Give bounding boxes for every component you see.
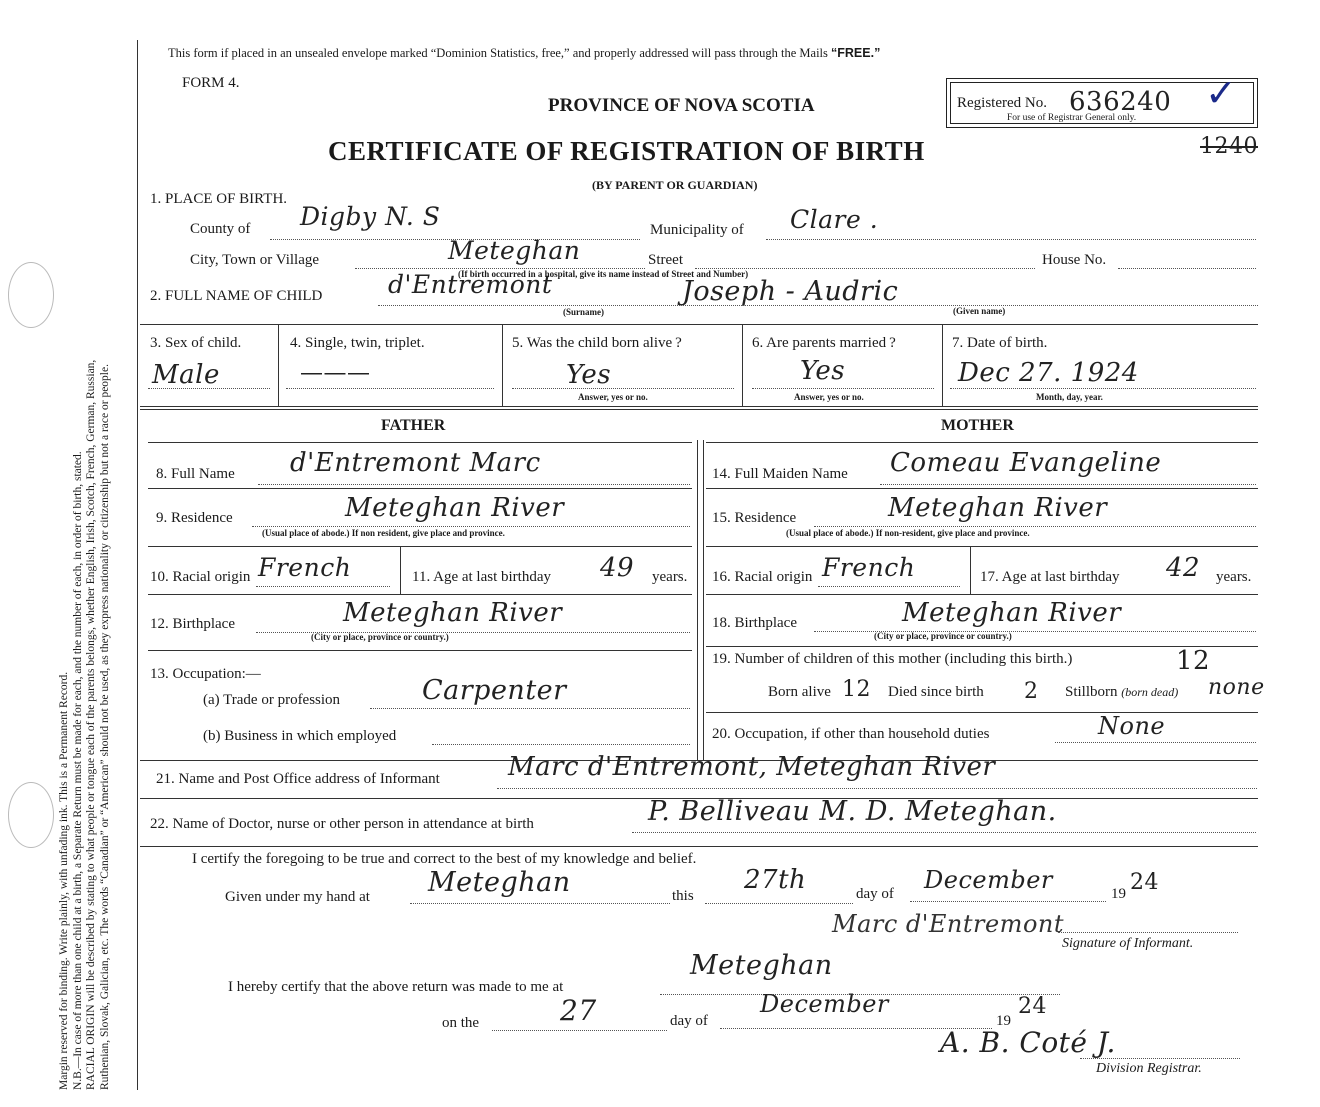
died-value: 2 bbox=[1024, 679, 1039, 704]
house-label: House No. bbox=[1042, 252, 1107, 268]
page-title: CERTIFICATE OF REGISTRATION OF BIRTH bbox=[328, 136, 925, 166]
corner-number: 1240 bbox=[1200, 134, 1258, 159]
stillborn-label-text: Stillborn bbox=[1065, 684, 1118, 700]
father-residence-value: Meteghan River bbox=[345, 493, 565, 523]
mother-residence-value: Meteghan River bbox=[888, 493, 1108, 523]
registered-box bbox=[946, 71, 1258, 128]
col-div-4 bbox=[942, 324, 943, 406]
stillborn-value: none bbox=[1208, 675, 1265, 700]
alive-caption: Answer, yes or no. bbox=[578, 392, 648, 402]
dob-value: Dec 27. 1924 bbox=[958, 358, 1139, 388]
mother-racial-value: French bbox=[822, 553, 916, 582]
registrar-year: 24 bbox=[1018, 994, 1047, 1019]
doctor-label: 22. Name of Doctor, nurse or other person in attendance at birth bbox=[150, 816, 534, 832]
mother-rule-5 bbox=[706, 712, 1258, 713]
informant-signature: Marc d'Entremont bbox=[832, 910, 1064, 938]
margin-note-3: RACIAL ORIGIN will be described by stating to what people or tongue each of the parents belongs, whether English, Irish, Scotch, French, German, Russian, bbox=[85, 359, 97, 1090]
father-heading: FATHER bbox=[381, 417, 446, 434]
county-label: County of bbox=[190, 221, 251, 237]
municipality-value: Clare . bbox=[790, 205, 879, 234]
sex-label: 3. Sex of child. bbox=[150, 335, 242, 351]
mother-age-label: 17. Age at last birthday bbox=[980, 569, 1120, 585]
sex-line bbox=[148, 388, 270, 389]
dob-label: 7. Date of birth. bbox=[952, 335, 1048, 351]
father-residence-line bbox=[252, 526, 690, 527]
mother-residence-line bbox=[814, 526, 1256, 527]
given-month: December bbox=[924, 866, 1053, 894]
county-value: Digby N. S bbox=[300, 202, 441, 231]
married-label: 6. Are parents married ? bbox=[752, 335, 896, 351]
born-alive-value: 12 bbox=[842, 677, 871, 702]
mother-name-value: Comeau Evangeline bbox=[890, 448, 1162, 478]
mother-name-line bbox=[880, 484, 1256, 485]
mother-age-div bbox=[970, 546, 971, 594]
mother-birthplace-label: 18. Birthplace bbox=[712, 615, 797, 631]
alive-label: 5. Was the child born alive ? bbox=[512, 335, 682, 351]
center-div-b bbox=[703, 440, 704, 760]
informant-line bbox=[497, 788, 1257, 789]
mother-rule-1 bbox=[706, 488, 1258, 489]
father-trade-value: Carpenter bbox=[422, 675, 567, 706]
informant-label: 21. Name and Post Office address of Informant bbox=[156, 771, 440, 787]
registrar-use-note: For use of Registrar General only. bbox=[1007, 113, 1137, 123]
on-the-label: on the bbox=[442, 1015, 480, 1031]
page-subtitle: (BY PARENT OR GUARDIAN) bbox=[592, 178, 758, 192]
mother-birthplace-value: Meteghan River bbox=[902, 598, 1122, 628]
mother-abode-caption: (Usual place of abode.) If non-resident, give place and province. bbox=[786, 528, 1030, 538]
given-day: 27th bbox=[744, 865, 807, 895]
child-given-name: Joseph - Audric bbox=[682, 276, 899, 307]
born-alive-label: Born alive bbox=[768, 684, 831, 700]
municipality-label: Municipality of bbox=[650, 222, 744, 238]
rule-bottom bbox=[140, 846, 1258, 847]
father-business-line bbox=[432, 744, 690, 745]
plurality-value: ——— bbox=[300, 360, 371, 386]
margin-note-2: N.B.—In case of more than one child at a birth, a Separate Return must be made for each, and the number of each, in order of birth, stated. bbox=[71, 451, 84, 1090]
sex-value: Male bbox=[152, 360, 220, 390]
father-name-value: d'Entremont Marc bbox=[290, 448, 541, 478]
plurality-label: 4. Single, twin, triplet. bbox=[290, 335, 425, 351]
form-number: FORM 4. bbox=[182, 75, 240, 91]
father-birthplace-label: 12. Birthplace bbox=[150, 616, 235, 632]
father-abode-caption: (Usual place of abode.) If non resident, give place and province. bbox=[262, 528, 505, 538]
given-place-line bbox=[410, 903, 670, 904]
father-trade-label: (a) Trade or profession bbox=[203, 692, 341, 708]
this-label: this bbox=[672, 888, 694, 904]
given-year: 24 bbox=[1130, 870, 1159, 895]
registrar-signature-line bbox=[1080, 1058, 1240, 1059]
given-label: Given under my hand at bbox=[225, 889, 370, 905]
dob-caption: Month, day, year. bbox=[1036, 392, 1103, 402]
father-age-value: 49 bbox=[600, 553, 635, 583]
married-caption: Answer, yes or no. bbox=[794, 392, 864, 402]
mother-children-label: 19. Number of children of this mother (including this birth.) bbox=[712, 651, 1073, 667]
father-age-label: 11. Age at last birthday bbox=[412, 569, 551, 585]
doctor-value: P. Belliveau M. D. Meteghan. bbox=[648, 796, 1057, 827]
father-trade-line bbox=[370, 708, 690, 709]
father-head-rule bbox=[148, 442, 692, 443]
father-rule-1 bbox=[148, 488, 692, 489]
father-birthplace-value: Meteghan River bbox=[343, 598, 563, 628]
center-div-a bbox=[697, 440, 698, 760]
mother-age-value: 42 bbox=[1166, 553, 1201, 583]
father-age-div bbox=[400, 546, 401, 594]
col-div-2 bbox=[502, 324, 503, 406]
married-value: Yes bbox=[800, 356, 846, 386]
given-month-line bbox=[910, 901, 1106, 902]
mail-note bbox=[168, 46, 880, 61]
child-name-label: 2. FULL NAME OF CHILD bbox=[150, 288, 323, 304]
mother-racial-label: 16. Racial origin bbox=[712, 569, 813, 585]
informant-signature-line bbox=[1058, 932, 1238, 933]
mail-note-free: “FREE.” bbox=[831, 46, 881, 60]
father-rule-4 bbox=[148, 650, 692, 651]
father-place-caption: (City or place, province or country.) bbox=[311, 632, 449, 642]
registrar-signature: A. B. Coté J. bbox=[940, 1026, 1116, 1059]
mail-note-text: This form if placed in an unsealed envelope marked “Dominion Statistics, free,” and properly addressed will pass through the Mails bbox=[168, 46, 832, 60]
city-value: Meteghan bbox=[448, 236, 581, 265]
mother-rule-3 bbox=[706, 594, 1258, 595]
rule-top bbox=[140, 324, 1258, 325]
mother-children-value: 12 bbox=[1176, 646, 1211, 676]
registered-label: Registered No. bbox=[957, 95, 1047, 111]
registrar-day-line bbox=[492, 1030, 667, 1031]
stillborn-note: (born dead) bbox=[1121, 685, 1179, 699]
stillborn-label bbox=[1065, 684, 1178, 701]
punch-hole-top bbox=[8, 262, 54, 328]
mother-place-caption: (City or place, province or country.) bbox=[874, 631, 1012, 641]
city-label: City, Town or Village bbox=[190, 252, 320, 268]
margin-note-4: Ruthenian, Slovak, Galician, etc. The words “Canadian” or “American” should not be used, as they express nationality or citizenship but not a race or people. bbox=[98, 364, 111, 1090]
plurality-line bbox=[286, 388, 494, 389]
certify-statement: I certify the foregoing to be true and correct to the best of my knowledge and belief. bbox=[192, 851, 697, 867]
father-years: years. bbox=[652, 569, 688, 585]
mother-head-rule bbox=[706, 442, 1258, 443]
mother-residence-label: 15. Residence bbox=[712, 510, 797, 526]
punch-hole-bottom bbox=[8, 782, 54, 848]
margin-instructions bbox=[58, 30, 138, 1090]
father-residence-label: 9. Residence bbox=[156, 510, 233, 526]
father-business-label: (b) Business in which employed bbox=[203, 728, 397, 744]
father-rule-2 bbox=[148, 546, 692, 547]
father-rule-3 bbox=[148, 594, 692, 595]
child-name-line bbox=[378, 305, 1258, 306]
alive-value: Yes bbox=[566, 360, 612, 390]
mother-racial-line bbox=[818, 586, 960, 587]
died-label: Died since birth bbox=[888, 684, 984, 700]
registrar-month: December bbox=[760, 990, 889, 1018]
registrar-place: Meteghan bbox=[690, 950, 833, 981]
mother-occupation-value: None bbox=[1098, 712, 1166, 740]
father-racial-line bbox=[256, 586, 390, 587]
col-div-1 bbox=[278, 324, 279, 406]
mother-name-label: 14. Full Maiden Name bbox=[712, 466, 848, 482]
rule-2b bbox=[140, 409, 1258, 410]
mother-heading: MOTHER bbox=[941, 417, 1014, 434]
father-occupation-label: 13. Occupation:— bbox=[150, 666, 261, 682]
father-name-label: 8. Full Name bbox=[156, 466, 235, 482]
mother-years: years. bbox=[1216, 569, 1252, 585]
given-caption: (Given name) bbox=[953, 306, 1006, 316]
given-place: Meteghan bbox=[428, 867, 571, 898]
registrar-day-of-label: day of bbox=[670, 1013, 708, 1029]
street-label: Street bbox=[648, 252, 683, 268]
given-year-prefix: 19 bbox=[1111, 886, 1126, 902]
province-title: PROVINCE OF NOVA SCOTIA bbox=[548, 95, 815, 116]
father-racial-label: 10. Racial origin bbox=[150, 569, 251, 585]
father-racial-value: French bbox=[258, 553, 352, 582]
child-surname: d'Entremont bbox=[388, 270, 553, 299]
married-line bbox=[752, 388, 934, 389]
registrar-day: 27 bbox=[560, 994, 597, 1027]
registered-number: 636240 bbox=[1069, 87, 1172, 117]
given-day-line bbox=[705, 903, 853, 904]
doctor-line bbox=[632, 832, 1256, 833]
hospital-note: (If birth occurred in a hospital, give its name instead of Street and Number) bbox=[458, 269, 749, 279]
alive-line bbox=[512, 388, 734, 389]
place-heading: 1. PLACE OF BIRTH. bbox=[150, 191, 288, 207]
check-mark-icon: ✓ bbox=[1205, 71, 1238, 115]
col-div-3 bbox=[742, 324, 743, 406]
given-day-of-label: day of bbox=[856, 886, 894, 902]
father-name-line bbox=[258, 484, 690, 485]
informant-value: Marc d'Entremont, Meteghan River bbox=[508, 752, 996, 782]
registrar-caption: Division Registrar. bbox=[1096, 1061, 1202, 1076]
surname-caption: (Surname) bbox=[563, 307, 604, 317]
mother-occupation-line bbox=[1055, 742, 1256, 743]
dob-line bbox=[950, 388, 1256, 389]
house-line bbox=[1118, 268, 1256, 269]
municipality-line bbox=[766, 239, 1256, 240]
rule-2 bbox=[140, 406, 1258, 407]
registrar-statement: I hereby certify that the above return was made to me at bbox=[228, 979, 564, 995]
mother-occupation-label: 20. Occupation, if other than household duties bbox=[712, 726, 990, 742]
mother-rule-2 bbox=[706, 546, 1258, 547]
registrar-year-prefix: 19 bbox=[996, 1013, 1011, 1029]
margin-note-1: Margin reserved for binding. Write plainly, with unfading ink. This is a Permanent Record. bbox=[58, 671, 70, 1090]
informant-signature-caption: Signature of Informant. bbox=[1062, 936, 1194, 951]
